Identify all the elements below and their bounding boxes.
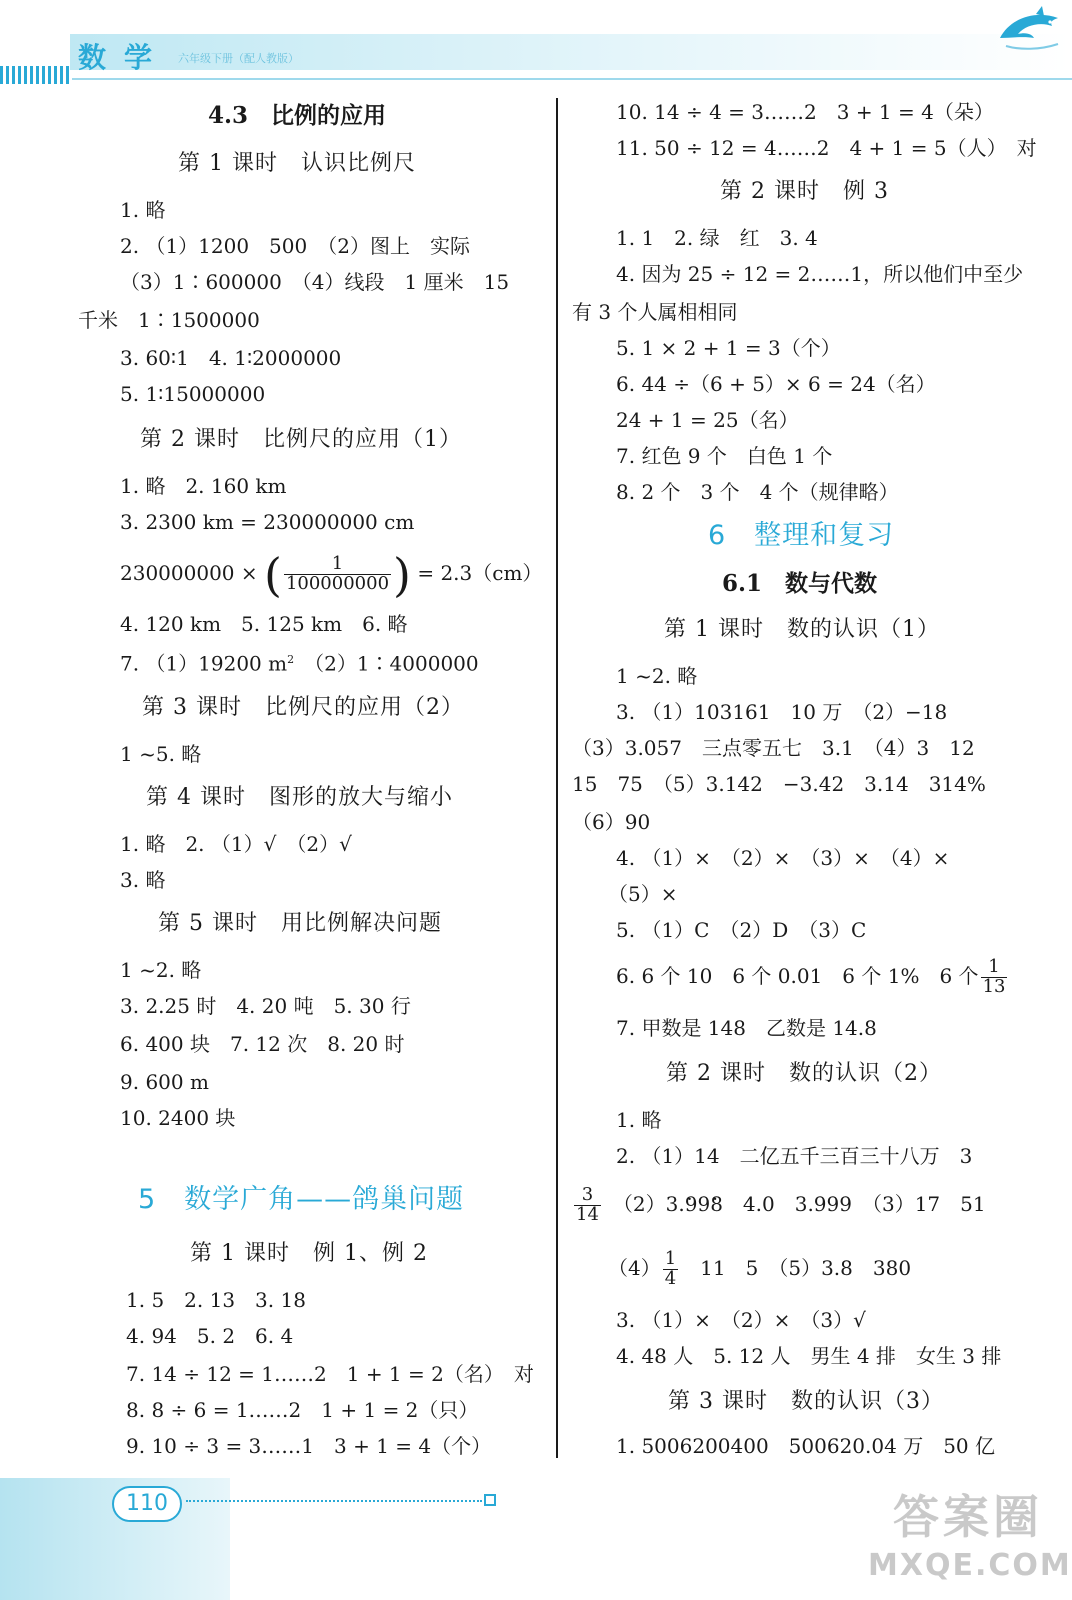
fraction-numerator: 1 <box>981 958 1008 978</box>
header-stripes <box>0 66 72 84</box>
chapter-title-5: 5 数学广角——鸽巢问题 <box>138 1184 465 1215</box>
answer-line: （5）× <box>608 882 678 906</box>
answer-line: 3. 60∶1 4. 1∶2000000 <box>120 346 342 370</box>
answer-text: （2）1∶4000000 <box>294 651 479 676</box>
header-subtitle: 六年级下册（配人教版） <box>178 52 299 65</box>
fraction <box>663 1250 678 1289</box>
lesson-title: 第 2 课时 数的认识（2） <box>666 1061 942 1086</box>
answer-line: 1. 5 2. 13 3. 18 <box>126 1288 306 1312</box>
answer-line: 3. （1）103161 10 万 （2）−18 <box>616 700 948 724</box>
answer-text: 11 5 （5）3.8 380 <box>680 1256 912 1280</box>
answer-line: 1. 略 <box>616 1108 662 1132</box>
answer-line: 10. 14 ÷ 4 = 3……2 3 + 1 = 4（朵） <box>616 100 994 124</box>
fraction-denominator: 100000000 <box>285 573 390 594</box>
watermark-domain: MXQE.COM <box>868 1548 1072 1583</box>
page-header <box>0 0 1072 88</box>
repeating-digit: 8 · <box>710 1192 723 1216</box>
answer-line: 1 ~2. 略 <box>120 958 202 982</box>
answer-line: 3. 2.25 时 4. 20 吨 5. 30 行 <box>120 994 411 1018</box>
header-rule <box>72 78 1072 80</box>
answer-text: 4.0 3.999 （3）17 51 <box>722 1192 986 1216</box>
answer-line: 11. 50 ÷ 12 = 4……2 4 + 1 = 5（人） 对 <box>616 136 1037 160</box>
section-title-6-1: 6.1 数与代数 <box>722 570 878 597</box>
answer-line: 1. 5006200400 500620.04 万 50 亿 <box>616 1434 996 1458</box>
lesson-title: 第 4 课时 图形的放大与缩小 <box>146 785 453 810</box>
column-divider <box>556 98 558 1458</box>
answer-line: 1 ~5. 略 <box>120 742 202 766</box>
lesson-title: 第 2 课时 比例尺的应用（1） <box>140 427 462 452</box>
answer-line: 1. 1 2. 绿 红 3. 4 <box>616 226 818 250</box>
answer-line: 9. 600 m <box>120 1070 209 1094</box>
formula-right: = 2.3（cm） <box>417 561 543 585</box>
fraction-denominator: 14 <box>576 1204 599 1225</box>
answer-line: 4. 94 5. 2 6. 4 <box>126 1324 294 1348</box>
lesson-title: 第 3 课时 比例尺的应用（2） <box>142 695 464 720</box>
chapter-title-6: 6 整理和复习 <box>708 520 895 551</box>
answer-line: 3. 略 <box>120 868 166 892</box>
answer-line: 1. 略 2. 160 km <box>120 474 287 498</box>
answer-line: 10. 2400 块 <box>120 1106 236 1130</box>
answer-line: 8. 2 个 3 个 4 个（规律略） <box>616 480 899 504</box>
fraction <box>574 1186 601 1225</box>
answer-line: 5. （1）C （2）D （3）C <box>616 918 867 942</box>
answer-line: （3）1∶600000 （4）线段 1 厘米 15 <box>120 270 510 294</box>
header-title: 数学 <box>78 41 171 74</box>
watermark-logo <box>868 1486 1072 1596</box>
answer-line <box>616 956 1009 997</box>
footer-dotted-rule <box>186 1500 482 1502</box>
answer-line: （3）3.057 三点零五七 3.1 （4）3 12 <box>572 736 975 760</box>
superscript: 2 <box>287 653 295 666</box>
answer-text: 7. （1）19200 m <box>120 651 288 676</box>
fraction <box>284 555 391 594</box>
answer-line: 9. 10 ÷ 3 = 3……1 3 + 1 = 4（个） <box>126 1434 492 1458</box>
answer-line: 7. 红色 9 个 白色 1 个 <box>616 444 833 468</box>
answer-line: （6）90 <box>572 810 651 834</box>
lesson-title: 第 1 课时 认识比例尺 <box>178 151 416 176</box>
fraction-numerator: 1 <box>284 555 391 575</box>
answer-text: 9 <box>697 1192 711 1216</box>
answer-text: （2）3. <box>622 1192 685 1216</box>
answer-line <box>120 644 479 680</box>
answer-line <box>608 1246 911 1290</box>
lesson-title: 第 3 课时 数的认识（3） <box>668 1389 944 1414</box>
paren-open: ( <box>264 547 282 602</box>
watermark-text: 答案圈 <box>893 1490 1043 1544</box>
lesson-title: 第 5 课时 用比例解决问题 <box>158 911 442 936</box>
answer-line: 5. 1 × 2 + 1 = 3（个） <box>616 336 841 360</box>
answer-line: 1. 略 2. （1）√ （2）√ <box>120 832 352 856</box>
repeating-digit: 9 · <box>685 1192 698 1216</box>
answer-text: （4） <box>608 1256 661 1280</box>
answer-line: 1 ~2. 略 <box>616 664 698 688</box>
fraction-denominator: 13 <box>982 976 1006 997</box>
answer-line: 千米 1∶1500000 <box>78 308 260 332</box>
answer-line: 4. 120 km 5. 125 km 6. 略 <box>120 612 408 636</box>
answer-line: 4. 因为 25 ÷ 12 = 2……1，所以他们中至少 <box>616 262 1024 286</box>
answer-line: 有 3 个人属相相同 <box>572 300 738 324</box>
formula-left: 230000000 × <box>120 561 258 585</box>
fraction-denominator: 4 <box>664 1268 677 1289</box>
paren-close: ) <box>393 547 411 602</box>
answer-line: 3. （1）× （2）× （3）√ <box>616 1308 866 1332</box>
answer-line: 24 + 1 = 25（名） <box>616 408 799 432</box>
answer-line <box>572 1182 986 1226</box>
answer-line: 8. 8 ÷ 6 = 1……2 1 + 1 = 2（只） <box>126 1398 479 1422</box>
answer-line: 7. 14 ÷ 12 = 1……2 1 + 1 = 2（名） 对 <box>126 1362 534 1386</box>
dolphin-icon <box>996 4 1068 54</box>
answer-line: 2. （1）1200 500 （2）图上 实际 <box>120 234 470 258</box>
fraction <box>981 958 1008 997</box>
formula-line <box>120 547 543 602</box>
answer-line: 6. 44 ÷（6 + 5）× 6 = 24（名） <box>616 372 936 396</box>
answer-line: 3. 2300 km = 230000000 cm <box>120 510 415 534</box>
answer-line: 2. （1）14 二亿五千三百三十八万 3 <box>616 1144 973 1168</box>
lesson-title: 第 1 课时 数的认识（1） <box>664 617 940 642</box>
section-title-4-3: 4.3 比例的应用 <box>208 102 387 129</box>
answer-line: 6. 400 块 7. 12 次 8. 20 时 <box>120 1032 405 1056</box>
fraction-numerator: 1 <box>664 1248 677 1270</box>
footer-square-icon <box>484 1494 496 1506</box>
answer-line: 4. 48 人 5. 12 人 男生 4 排 女生 3 排 <box>616 1344 1002 1368</box>
fraction-numerator: 3 <box>574 1186 601 1206</box>
answer-line: 7. 甲数是 148 乙数是 14.8 <box>616 1016 877 1040</box>
answer-line: 1. 略 <box>120 198 166 222</box>
answer-line: 5. 1∶15000000 <box>120 382 266 406</box>
lesson-title: 第 2 课时 例 3 <box>720 179 889 204</box>
answer-line: 4. （1）× （2）× （3）× （4）× <box>616 846 950 870</box>
lesson-title: 第 1 课时 例 1、例 2 <box>190 1241 428 1266</box>
answer-line: 15 75 （5）3.142 −3.42 3.14 314% <box>572 772 986 796</box>
answer-text: 6. 6 个 10 6 个 0.01 6 个 1% 6 个 <box>616 964 979 988</box>
page-number: 110 <box>112 1486 182 1522</box>
